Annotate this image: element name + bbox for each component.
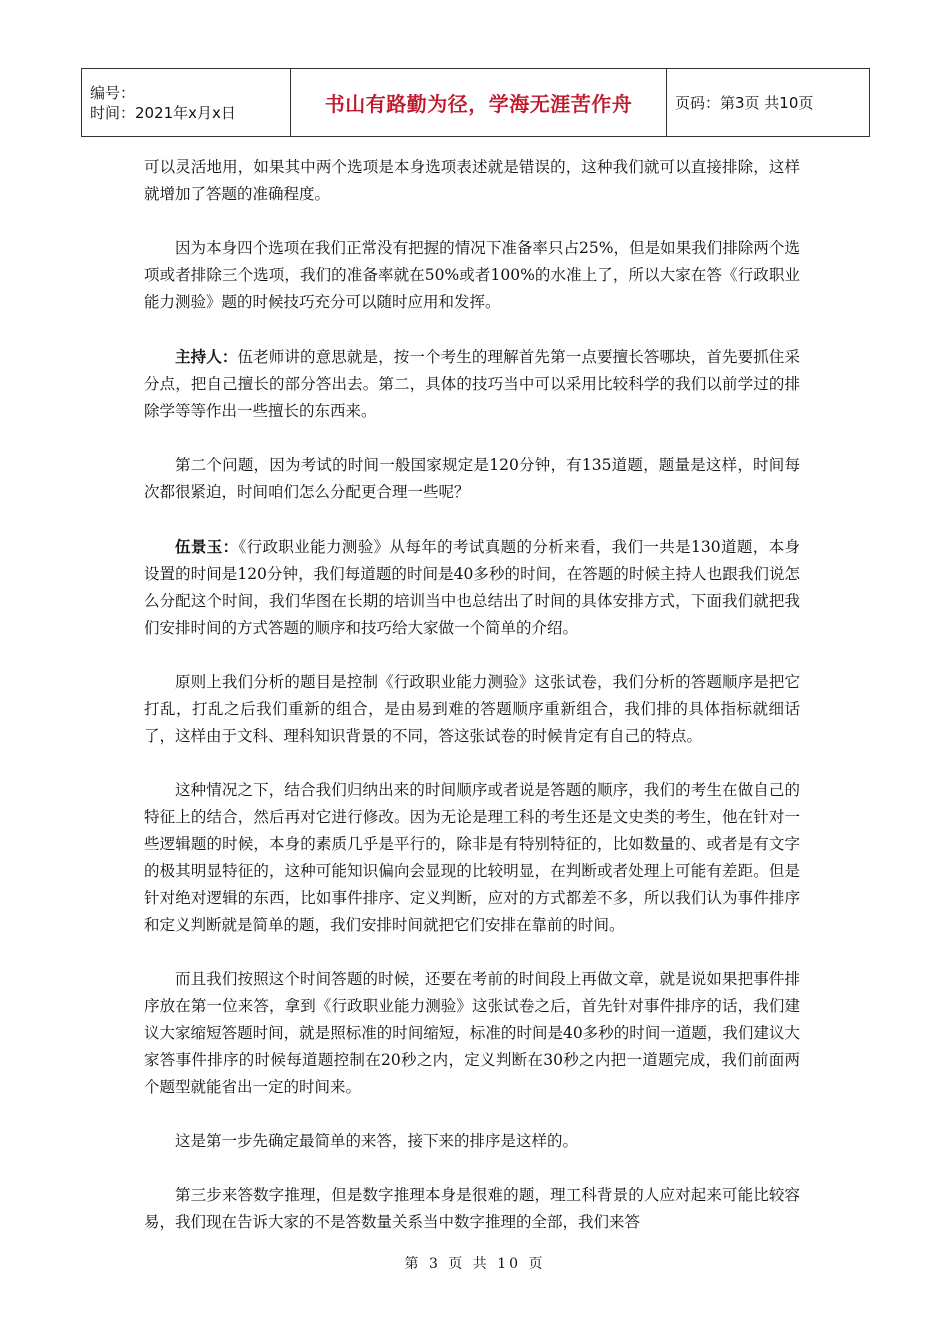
header-meta xyxy=(82,69,291,137)
paragraph-text: 这是第一步先确定最简单的来答，接下来的排序是这样的。 xyxy=(175,1132,579,1150)
header-motto-cell xyxy=(291,69,667,137)
motto-text: 书山有路勤为径，学海无涯苦作舟 xyxy=(324,92,633,116)
paragraph xyxy=(144,235,800,316)
paragraph xyxy=(144,1128,800,1155)
paragraph-text: 原则上我们分析的题目是控制《行政职业能力测验》这张试卷，我们分析的答题顺序是把它打乱，打乱之后我们重新的组合，是由易到难的答题顺序重新组合，我们排的具体指标就细话了，这样由于文科、理科知识背景的不同，答这张试卷的时候肯定有自己的特点。 xyxy=(144,673,800,745)
paragraph xyxy=(144,452,800,506)
paragraph-text: 《行政职业能力测验》从每年的考试真题的分析来看，我们一共是130道题，本身设置的时间是120分钟，我们每道题的时间是40多秒的时间，在答题的时候主持人也跟我们说怎么分配这个时间，我们华图在长期的培训当中也总结出了时间的具体安排方式，下面我们就把我们安排时间的方式答题的顺序和技巧给大家做一个简单的介绍。 xyxy=(144,538,800,637)
document-body xyxy=(144,154,800,1263)
paragraph xyxy=(144,533,800,642)
paragraph xyxy=(144,1182,800,1236)
time-label: 时间：2021年x月x日 xyxy=(90,103,236,122)
page-footer: 第 3 页 共 10 页 xyxy=(404,1256,546,1272)
paragraph-text: 因为本身四个选项在我们正常没有把握的情况下准备率只占25%，但是如果我们排除两个选项或者排除三个选项，我们的准备率就在50%或者100%的水准上了，所以大家在答《行政职业能力测验》题的时候技巧充分可以随时应用和发挥。 xyxy=(144,239,800,311)
paragraph-text: 这种情况之下，结合我们归纳出来的时间顺序或者说是答题的顺序，我们的考生在做自己的特征上的结合，然后再对它进行修改。因为无论是理工科的考生还是文史类的考生，他在针对一些逻辑题的时候，本身的素质几乎是平行的，除非是有特别特征的，比如数量的、或者是有文字的极其明显特征的，这种可能知识偏向会显现的比较明显，在判断或者处理上可能有差距。但是针对绝对逻辑的东西，比如事件排序、定义判断，应对的方式都差不多，所以我们认为事件排序和定义判断就是简单的题，我们安排时间就把它们安排在靠前的时间。 xyxy=(144,781,800,934)
speaker-label: 主持人： xyxy=(175,347,238,366)
paragraph xyxy=(144,669,800,750)
speaker-label: 伍景玉： xyxy=(175,537,239,556)
paragraph-text: 第二个问题，因为考试的时间一般国家规定是120分钟，有135道题，题量是这样，时间每次都很紧迫，时间咱们怎么分配更合理一些呢？ xyxy=(144,456,800,501)
paragraph xyxy=(144,777,800,939)
paragraph-text: 而且我们按照这个时间答题的时候，还要在考前的时间段上再做文章，就是说如果把事件排序放在第一位来答，拿到《行政职业能力测验》这张试卷之后，首先针对事件排序的话，我们建议大家缩短答题时间，就是照标准的时间缩短，标准的时间是40多秒的时间一道题，我们建议大家答事件排序的时候每道题控制在20秒之内，定义判断在30秒之内把一道题完成，我们前面两个题型就能省出一定的时间来。 xyxy=(144,970,800,1096)
paragraph xyxy=(144,966,800,1101)
paragraph-text: 第三步来答数字推理，但是数字推理本身是很难的题，理工科背景的人应对起来可能比较容易，我们现在告诉大家的不是答数量关系当中数字推理的全部，我们来答 xyxy=(144,1186,800,1231)
header-page-cell xyxy=(667,69,870,137)
paragraph-text: 伍老师讲的意思就是，按一个考生的理解首先第一点要擅长答哪块，首先要抓住采分点，把自己擅长的部分答出去。第二，具体的技巧当中可以采用比较科学的我们以前学过的排除学等等作出一些擅长的东西来。 xyxy=(144,348,800,420)
page-label: 页码：第3页 共10页 xyxy=(675,94,814,112)
serial-label: 编号： xyxy=(90,83,136,102)
paragraph xyxy=(144,154,800,208)
paragraph-text: 可以灵活地用，如果其中两个选项是本身选项表述就是错误的，这种我们就可以直接排除，这样就增加了答题的准确程度。 xyxy=(144,158,800,203)
document-header xyxy=(81,68,870,137)
paragraph xyxy=(144,343,800,425)
